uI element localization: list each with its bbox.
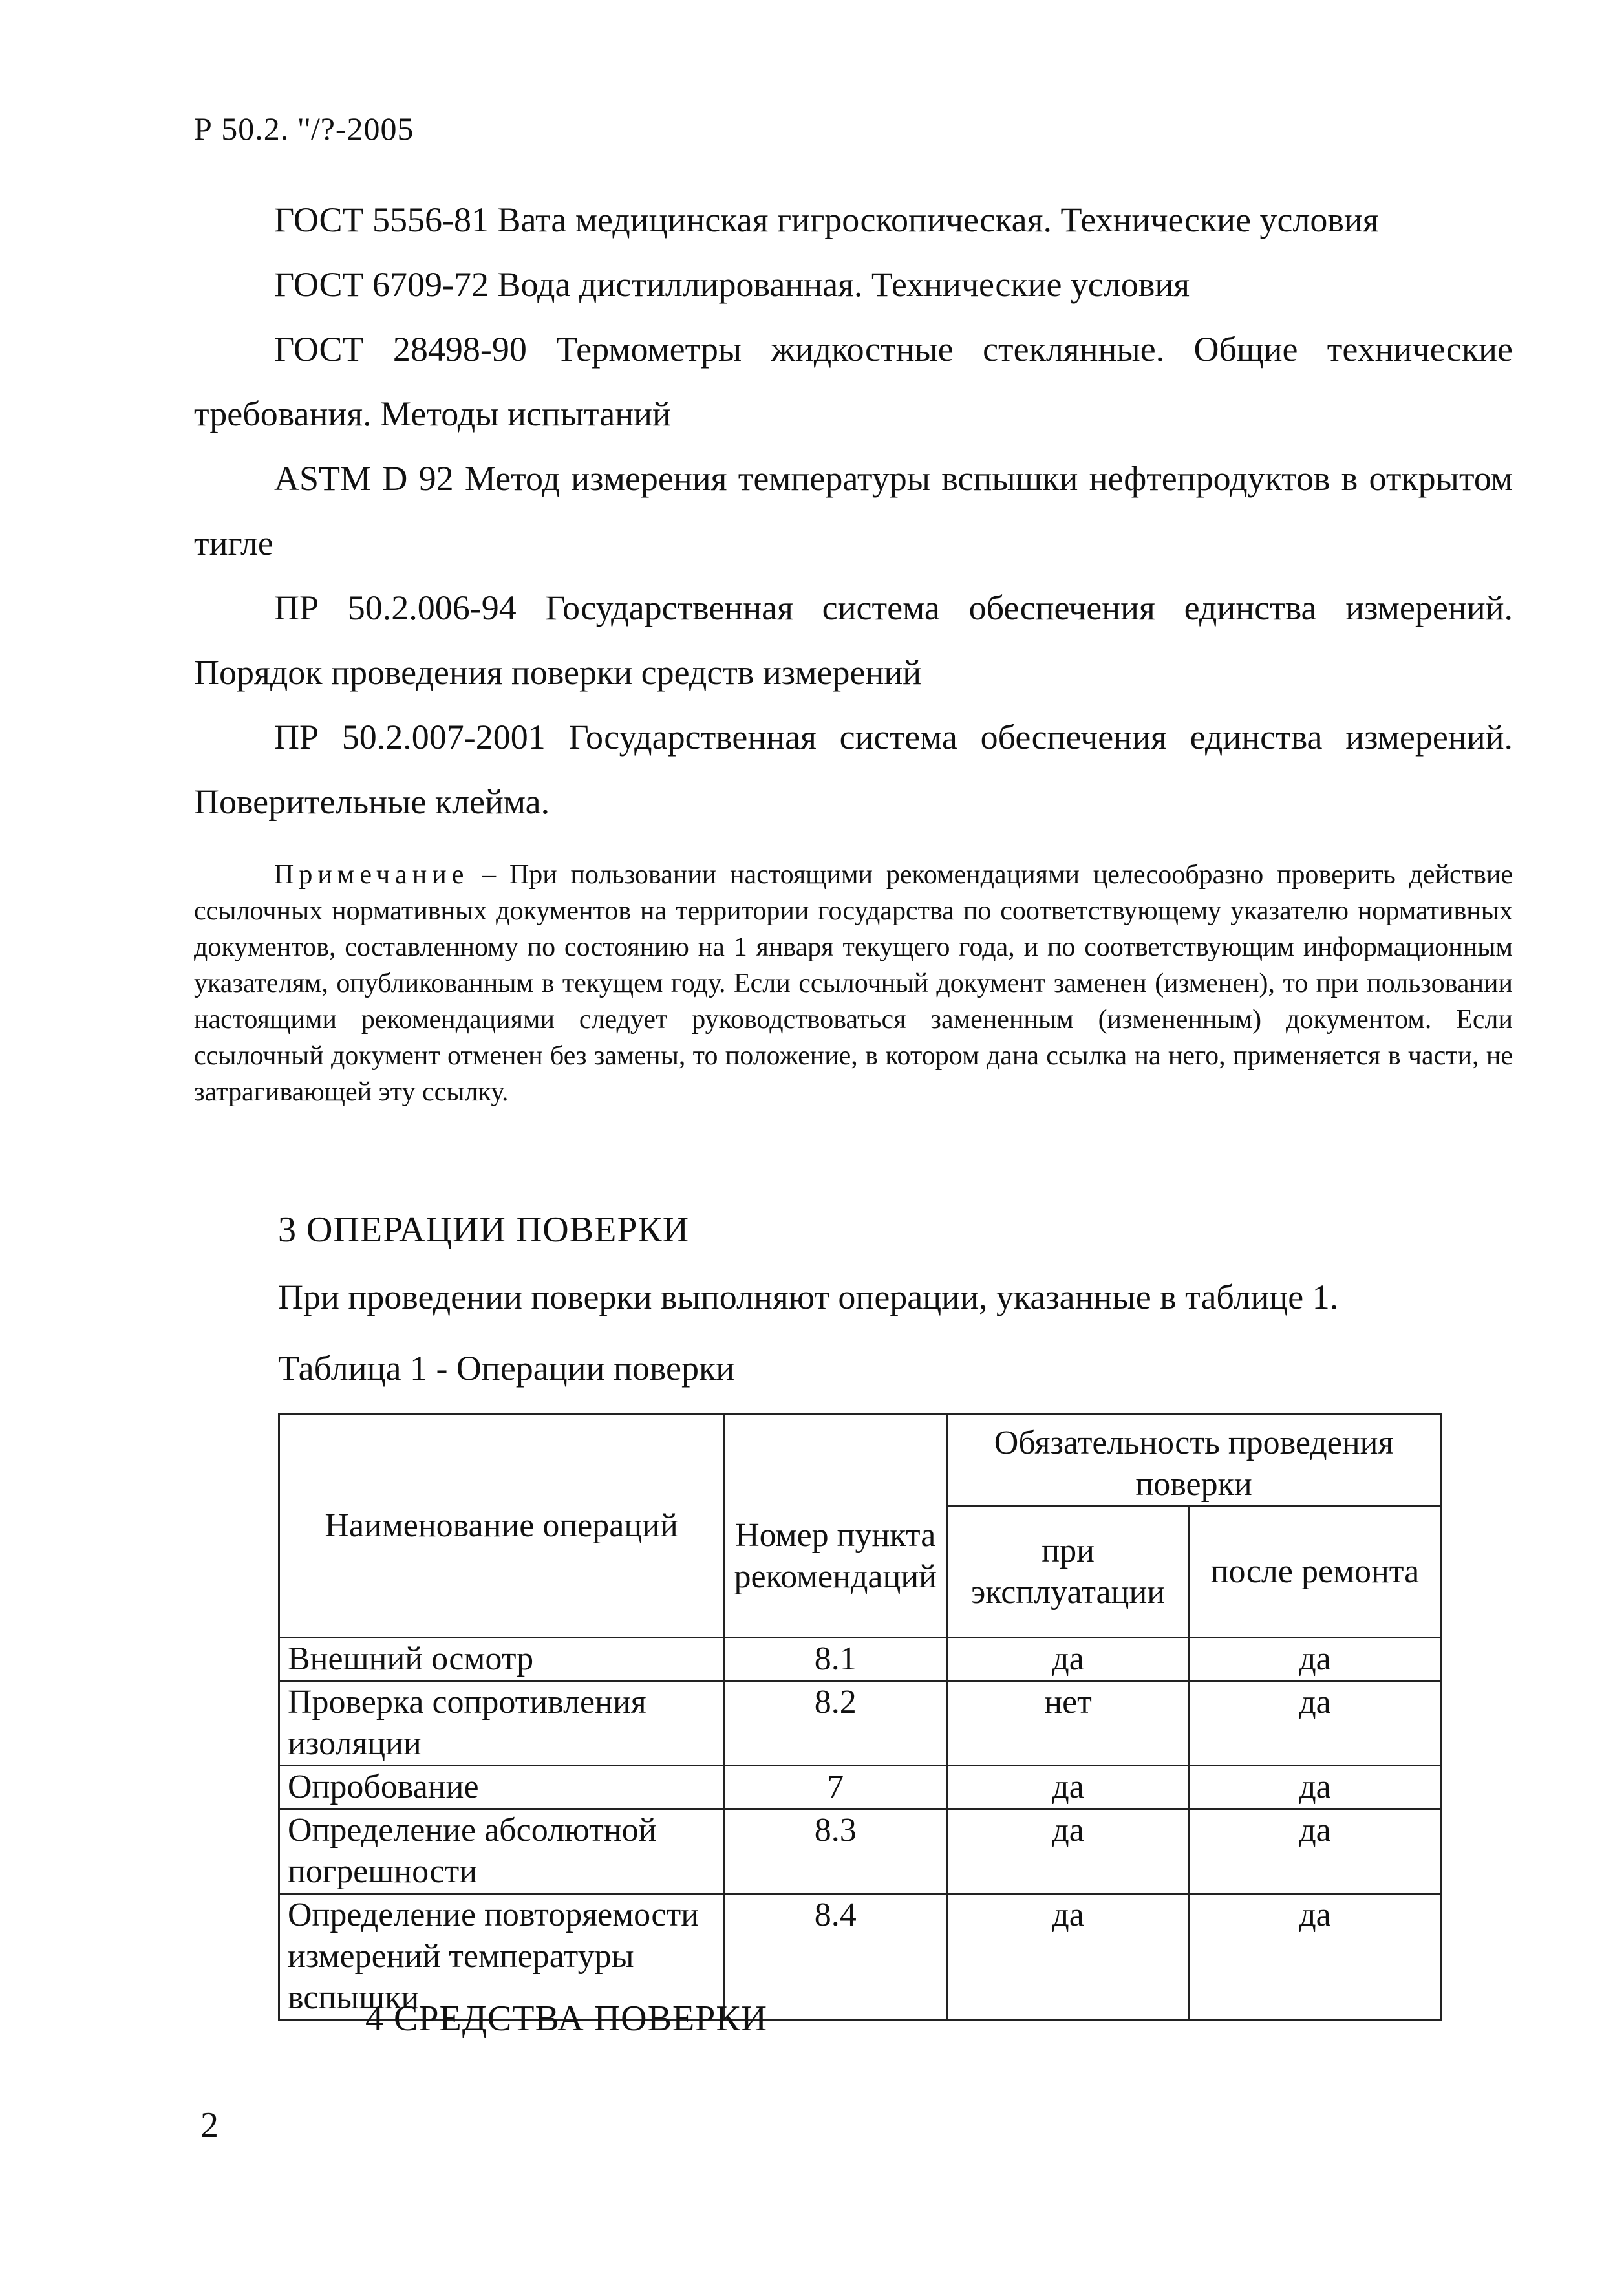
operation-name: Определение абсолютной погрешности — [279, 1809, 724, 1894]
reference-pr-50-2-006: ПР 50.2.006-94 Государственная система обеспечения единства измерений. Порядок проведения поверки средств измерений — [194, 588, 1513, 692]
in-use-value: нет — [947, 1681, 1190, 1766]
after-repair-value: да — [1189, 1766, 1440, 1809]
reference-astm-d92: ASTM D 92 Метод измерения температуры вспышки нефтепродуктов в открытом тигле — [194, 459, 1513, 563]
operation-name: Опробование — [279, 1766, 724, 1809]
reference-gost-6709: ГОСТ 6709-72 Вода дистиллированная. Технические условия — [274, 265, 1190, 304]
after-repair-value: да — [1189, 1638, 1440, 1681]
in-use-value: да — [947, 1766, 1190, 1809]
header-clause-number: Номер пункта рекомендаций — [724, 1414, 947, 1638]
operation-name: Определение повторяемости измерений температуры вспышки — [279, 1894, 724, 2020]
after-repair-value: да — [1189, 1894, 1440, 2020]
note-paragraph — [194, 857, 1513, 1110]
table-caption: Таблица 1 - Операции поверки — [278, 1349, 735, 1388]
header-after-repair: после ремонта — [1189, 1507, 1440, 1638]
clause-number: 8.4 — [724, 1894, 947, 2020]
table-row — [279, 1766, 1441, 1809]
operation-name: Внешний осмотр — [279, 1638, 724, 1681]
operation-name: Проверка сопротивления изоляции — [279, 1681, 724, 1766]
section-3-intro: При проведении поверки выполняют операции, указанные в таблице 1. — [278, 1278, 1339, 1316]
in-use-value: да — [947, 1894, 1190, 2020]
clause-number: 7 — [724, 1766, 947, 1809]
clause-number: 8.1 — [724, 1638, 947, 1681]
clause-number: 8.3 — [724, 1809, 947, 1894]
note-text: – При пользовании настоящими рекомендациями целесообразно проверить действие ссылочных нормативных документов на территории государства по соответствующему указателю нормативных документов, составленному по состоянию на 1 января текущего года, и по соответствующим информационным указателям, опубликованным в текущем году. Если ссылочный документ заменен (изменен), то при пользовании настоящими рекомендациями следует руководствоваться замененным (измененным) документом. Если ссылочный документ отменен без замены, то положение, в котором дана ссылка на него, применяется в части, не затрагивающей эту ссылку. — [194, 860, 1513, 1107]
section-4-title: 4 СРЕДСТВА ПОВЕРКИ — [365, 1999, 768, 2039]
after-repair-value: да — [1189, 1809, 1440, 1894]
clause-number: 8.2 — [724, 1681, 947, 1766]
table-row — [279, 1638, 1441, 1681]
document-code: Р 50.2. ''/?-2005 — [194, 111, 414, 147]
in-use-value: да — [947, 1809, 1190, 1894]
reference-gost-28498: ГОСТ 28498-90 Термометры жидкостные стеклянные. Общие технические требования. Методы испытаний — [194, 330, 1513, 433]
header-mandatory: Обязательность проведения поверки — [947, 1414, 1441, 1507]
operations-table — [278, 1413, 1442, 2021]
header-in-use: при эксплуатации — [947, 1507, 1190, 1638]
reference-gost-5556: ГОСТ 5556-81 Вата медицинская гигроскопическая. Технические условия — [274, 200, 1379, 239]
note-label: Примечание — [274, 860, 469, 890]
in-use-value: да — [947, 1638, 1190, 1681]
reference-pr-50-2-007: ПР 50.2.007-2001 Государственная система обеспечения единства измерений. Поверительные клейма. — [194, 718, 1513, 821]
page-number: 2 — [200, 2105, 219, 2145]
after-repair-value: да — [1189, 1681, 1440, 1766]
header-operation-name: Наименование операций — [279, 1414, 724, 1638]
section-3-title: 3 ОПЕРАЦИИ ПОВЕРКИ — [278, 1210, 690, 1250]
table-row — [279, 1681, 1441, 1766]
table-row — [279, 1809, 1441, 1894]
